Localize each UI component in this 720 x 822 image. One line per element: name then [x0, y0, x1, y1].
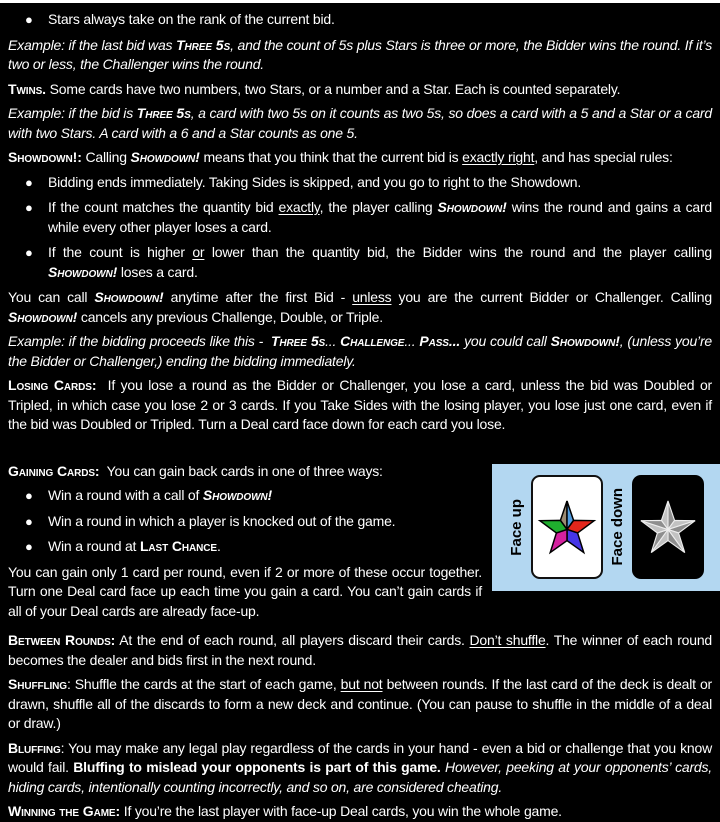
text-run: Example: if the bid is	[8, 105, 137, 121]
text-run: Stars always take on the rank of the current bid.	[48, 11, 335, 27]
text-run: Don’t shuffle	[469, 632, 546, 648]
text-run: At the end of each round, all players discard their cards.	[115, 632, 470, 648]
top-divider	[0, 0, 720, 3]
text-run: Twins.	[8, 80, 46, 97]
rules-top-section	[8, 10, 712, 435]
text-run: ...	[325, 333, 341, 349]
text-run: exactly right	[462, 149, 535, 165]
text-run: You can gain back cards in one of three ways:	[99, 462, 383, 479]
text-run: : Shuffle the cards at the start of each game,	[67, 676, 341, 692]
text-run: Calling	[81, 149, 131, 165]
rule-bullet-count-differs	[8, 243, 712, 282]
text-run: However, peeking at your opponents’ cards, hiding cards, intentionally counting incorrectly, and so on, are considered cheating.	[8, 759, 712, 795]
text-run: Three 5s	[270, 333, 326, 349]
text-run: Between Rounds:	[8, 632, 116, 648]
text-run: Showdown!	[48, 263, 118, 280]
rule-bullet-win-knockout	[8, 512, 712, 532]
rule-bullet-count-matches	[8, 198, 712, 237]
text-run: anytime after the first Bid -	[163, 289, 353, 305]
text-run: , a card with two 5s on it counts as two 5s, so does a card with a 5 and a Star or a card with two Stars. A card with a 6 and a Star counts as one 5.	[8, 105, 712, 141]
text-run: Showdown!	[550, 333, 620, 349]
gaining-cards-text	[8, 462, 712, 622]
text-run: If the count matches the quantity bid	[48, 199, 279, 215]
text-run: means that you think that the current bid is	[199, 149, 463, 165]
text-run: you are the current Bidder or Challenger. Calling	[391, 289, 712, 305]
text-run: Win a round at	[48, 538, 140, 554]
text-run: Three 5s	[176, 36, 231, 53]
text-run: Example: if the last bid was	[8, 36, 177, 53]
bullet-icon: ●	[25, 12, 33, 27]
text-run: . The winner of each round becomes the dealer and bids first in the next round.	[8, 632, 713, 668]
text-run: You can gain only 1 card per round, even if 2 or more of these occur together. Turn one Deal card face up each time you gain a card. You can’t gain cards if all of your Deal cards are already face-up.	[8, 563, 482, 619]
text-run: Winning the Game:	[8, 803, 121, 819]
text-run: or	[192, 244, 205, 260]
text-run: between rounds. If the last card of the deck is dealt or drawn, shuffle all of the discards to form a new deck and continue. (You can pause to shuffle in the middle of a deal or draw.)	[8, 676, 712, 731]
text-run: .	[216, 538, 221, 554]
between-rounds-rule	[8, 631, 712, 670]
text-run: Showdown!	[202, 487, 273, 503]
text-run: Showdown!	[437, 199, 507, 215]
text-run: Bluffing	[8, 739, 61, 756]
text-run: Some cards have two numbers, two Stars, or a number and a Star. Each is counted separately.	[45, 80, 621, 97]
text-run: Last Chance	[139, 538, 217, 554]
text-run: unless	[352, 289, 392, 305]
face-down-label: Face down	[608, 488, 626, 566]
rule-bullet-win-showdown	[8, 486, 712, 506]
rules-bottom-section	[8, 626, 712, 822]
bullet-icon: ●	[25, 245, 33, 260]
gaining-cards-section	[8, 462, 712, 622]
text-run: If you’re the last player with face-up Deal cards, you win the whole game.	[120, 803, 562, 819]
text-run: Shuffling	[8, 676, 67, 692]
text-run: loses a card.	[117, 263, 198, 280]
text-run: , and the count of 5s plus Stars is three or more, the Bidder wins the round. If it’s two or less, the Challenger wins the round.	[8, 36, 712, 72]
bullet-icon: ●	[25, 488, 33, 503]
text-run: , (unless you’re the Bidder or Challenger,) ending the bidding immediately.	[8, 333, 712, 369]
text-run: Showdown!:	[8, 149, 82, 165]
text-run: cancels any previous Challenge, Double, or Triple.	[77, 308, 383, 325]
text-run: wins the round and gains a card while every other player loses a card.	[48, 199, 713, 235]
text-run: If you lose a round as the Bidder or Challenger, you lose a card, unless the bid was Doubled or Tripled, in which case you lose 2 or 3 cards. If you Take Sides with the losing player, you lose just one card, even if the bid was Doubled or Tripled. Turn a Deal card face down for each card you lose.	[8, 377, 712, 432]
text-run: If the count is higher	[48, 244, 193, 260]
text-run: , and has special rules:	[534, 149, 673, 165]
winning-the-game-rule	[8, 802, 712, 822]
text-run: Bidding ends immediately. Taking Sides is skipped, and you go to right to the Showdown.	[48, 173, 582, 190]
text-run: Showdown!	[8, 308, 78, 325]
text-run: Gaining Cards:	[8, 462, 100, 479]
twins-rule	[8, 80, 712, 100]
rule-bullet-bidding-ends	[8, 173, 712, 193]
shuffling-rule	[8, 675, 712, 734]
text-run: but not	[340, 676, 383, 692]
bullet-icon: ●	[25, 174, 33, 190]
bullet-icon: ●	[25, 200, 33, 215]
text-run: Challenge	[340, 333, 405, 349]
text-run: lower than the quantity bid, the Bidder wins the round and the player calling	[204, 244, 712, 260]
text-run: Example: if the bidding proceeds like this -	[8, 333, 271, 349]
text-run: exactly	[278, 199, 320, 215]
example-bidding-sequence	[8, 332, 712, 371]
text-run: Win a round in which a player is knocked out of the game.	[48, 512, 396, 529]
bluffing-rule	[8, 739, 712, 798]
text-run: Losing Cards:	[8, 377, 97, 393]
text-run: You can call	[8, 289, 95, 305]
face-up-label: Face up	[507, 498, 525, 556]
text-run: Showdown!	[130, 149, 200, 165]
example-last-bid	[8, 36, 712, 75]
text-run: , the player calling	[319, 199, 438, 215]
text-run: Three 5s	[136, 105, 191, 121]
rule-bullet-win-last-chance	[8, 537, 712, 557]
text-run: Pass...	[419, 333, 461, 349]
example-twins	[8, 104, 712, 143]
bullet-icon: ●	[25, 513, 33, 529]
rule-bullet-stars-rank	[8, 10, 712, 30]
text-run: Showdown!	[94, 289, 164, 305]
bullet-icon: ●	[25, 539, 33, 554]
text-run: Bluffing to mislead your opponents is part of this game.	[73, 759, 441, 775]
losing-cards-rule	[8, 376, 712, 435]
text-run: ...	[404, 333, 420, 349]
text-run: : You may make any legal play regardless of the cards in your hand - even a bid or challenge that you know would fail.	[8, 739, 712, 775]
text-run: Win a round with a call of	[48, 487, 203, 503]
showdown-rule	[8, 148, 712, 168]
text-run: you could call	[460, 333, 551, 349]
showdown-timing-rule	[8, 288, 712, 327]
